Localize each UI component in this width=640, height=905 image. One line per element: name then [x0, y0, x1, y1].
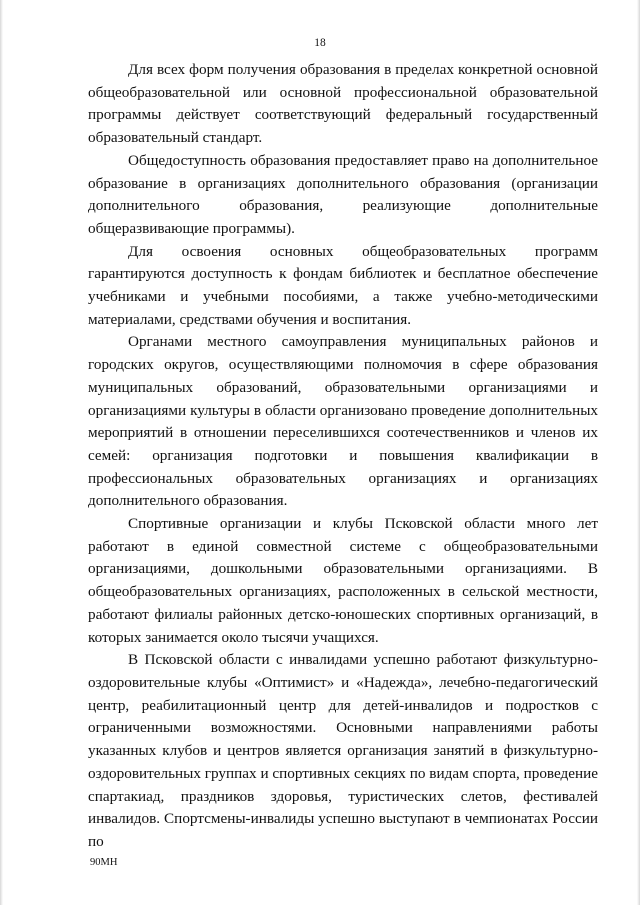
- document-body: [88, 59, 598, 854]
- page-number: 18: [314, 37, 326, 49]
- paragraph-disability-clubs: В Псковской области с инвалидами успешно работают физкультурно-оздоровительные клубы «Оптимист» и «Надежда», лечебно-педагогический центр, реабилитационный центр для детей-инвалидов и подростков с ограниченными возможностями. Основными направлениями работы указанных клубов и центров является организация занятий в физкультурно-оздоровительных группах и спортивных секциях по видам спорта, проведение спартакиад, праздников здоровья, туристических слетов, фестивалей инвалидов. Спортсмены-инвалиды успешно выступают в чемпионатах России по: [88, 651, 598, 850]
- paragraph-local-government: Органами местного самоуправления муниципальных районов и городских округов, осуществляющими полномочия в сфере образования муниципальных образований, образовательными организациями и организациями культуры в области организовано проведение дополнительных мероприятий в отношении переселившихся соотечественников и членов их семей: организация подготовки и повышения квалификации в профессиональных образовательных организациях и организациях дополнительного образования.: [88, 333, 598, 510]
- paragraph-sports-organizations: Спортивные организации и клубы Псковской области много лет работают в единой совместной системе с общеобразовательными организациями, дошкольными образовательными организациями. В общеобразовательных организациях, расположенных в сельской местности, работают филиалы районных детско-юношеских спортивных организаций, в которых занимается около тысячи учащихся.: [88, 515, 598, 646]
- paragraph-education-standard: Для всех форм получения образования в пределах конкретной основной общеобразовательной или основной профессиональной образовательной программы действует соответствующий федеральный государственный образовательный стандарт.: [88, 61, 598, 147]
- footer-document-code: 90МН: [90, 857, 118, 868]
- paragraph-additional-education: Общедоступность образования предоставляет право на дополнительное образование в организациях дополнительного образования (организации дополнительного образования, реализующие дополнительные общеразвивающие программы).: [88, 151, 598, 237]
- paragraph-library-access: Для освоения основных общеобразовательных программ гарантируются доступность к фондам библиотек и бесплатное обеспечение учебниками и учебными пособиями, а также учебно-методическими материалами, средствами обучения и воспитания.: [88, 242, 598, 328]
- scan-edge-left: [0, 0, 3, 905]
